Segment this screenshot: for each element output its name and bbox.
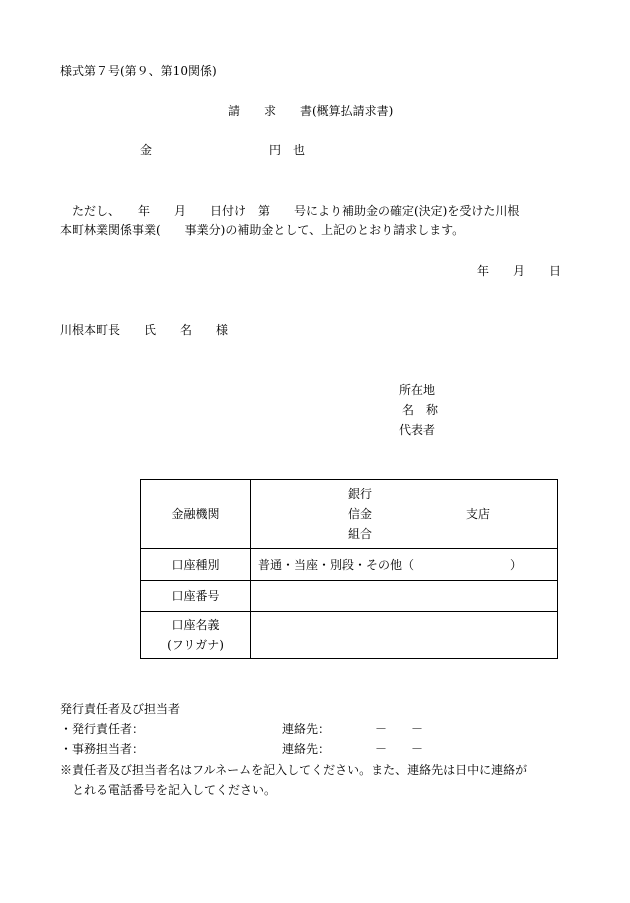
branch-label: 支店 — [466, 507, 491, 521]
institution-types — [348, 488, 372, 540]
body-text-line2: 本町林業関係事業( 事業分)の補助金として、上記のとおり請求します。 — [60, 223, 465, 237]
note-line1: ※責任者及び担当者名はフルネームを記入してください。また、連絡先は日中に連絡が — [60, 763, 528, 777]
contacts-heading: 発行責任者及び担当者 — [60, 702, 181, 716]
table-row — [141, 612, 558, 659]
institution-label: 金融機関 — [141, 480, 251, 549]
staff-label: ・事務担当者： — [60, 742, 145, 756]
account-type-options[interactable] — [251, 549, 558, 581]
issuer-phone-dashes: － － — [375, 722, 424, 736]
form-number: 様式第７号(第９、第10関係) — [60, 64, 217, 78]
table-row — [141, 581, 558, 612]
date-line: 年 月 日 — [477, 264, 562, 278]
account-type-options-text: 普通・当座・別段・その他（ ） — [258, 557, 523, 572]
amount-prefix: 金 — [140, 143, 153, 157]
applicant-representative-label: 代表者 — [399, 423, 436, 437]
issuer-label: ・発行責任者： — [60, 722, 145, 736]
bank-account-table — [140, 479, 558, 659]
account-number-field[interactable] — [251, 581, 558, 612]
account-name-field[interactable] — [251, 612, 558, 659]
staff-phone-dashes: － － — [375, 742, 424, 756]
institution-type-shinkin: 信金 — [348, 507, 373, 521]
table-row — [141, 480, 558, 549]
document-title: 請 求 書(概算払請求書) — [228, 104, 394, 118]
institution-cell[interactable] — [251, 480, 558, 549]
account-name-label-main: 口座名義 — [171, 618, 220, 632]
issuer-contact-label: 連絡先： — [282, 722, 331, 736]
institution-type-kumiai: 組合 — [348, 527, 373, 541]
table-row — [141, 549, 558, 581]
account-number-label: 口座番号 — [141, 581, 251, 612]
account-name-label — [141, 612, 251, 659]
applicant-name-label: 名 称 — [402, 403, 439, 417]
amount-suffix: 円 也 — [269, 143, 306, 157]
body-text-line1: ただし、 年 月 日付け 第 号により補助金の確定(決定)を受けた川根 — [72, 204, 520, 218]
account-type-label: 口座種別 — [141, 549, 251, 581]
applicant-location-label: 所在地 — [399, 383, 436, 397]
note-line2: とれる電話番号を記入してください。 — [72, 783, 277, 797]
account-name-label-furigana: (フリガナ) — [167, 638, 224, 652]
institution-type-bank: 銀行 — [348, 487, 373, 501]
staff-contact-label: 連絡先： — [282, 742, 331, 756]
addressee: 川根本町長 氏 名 様 — [60, 323, 229, 337]
